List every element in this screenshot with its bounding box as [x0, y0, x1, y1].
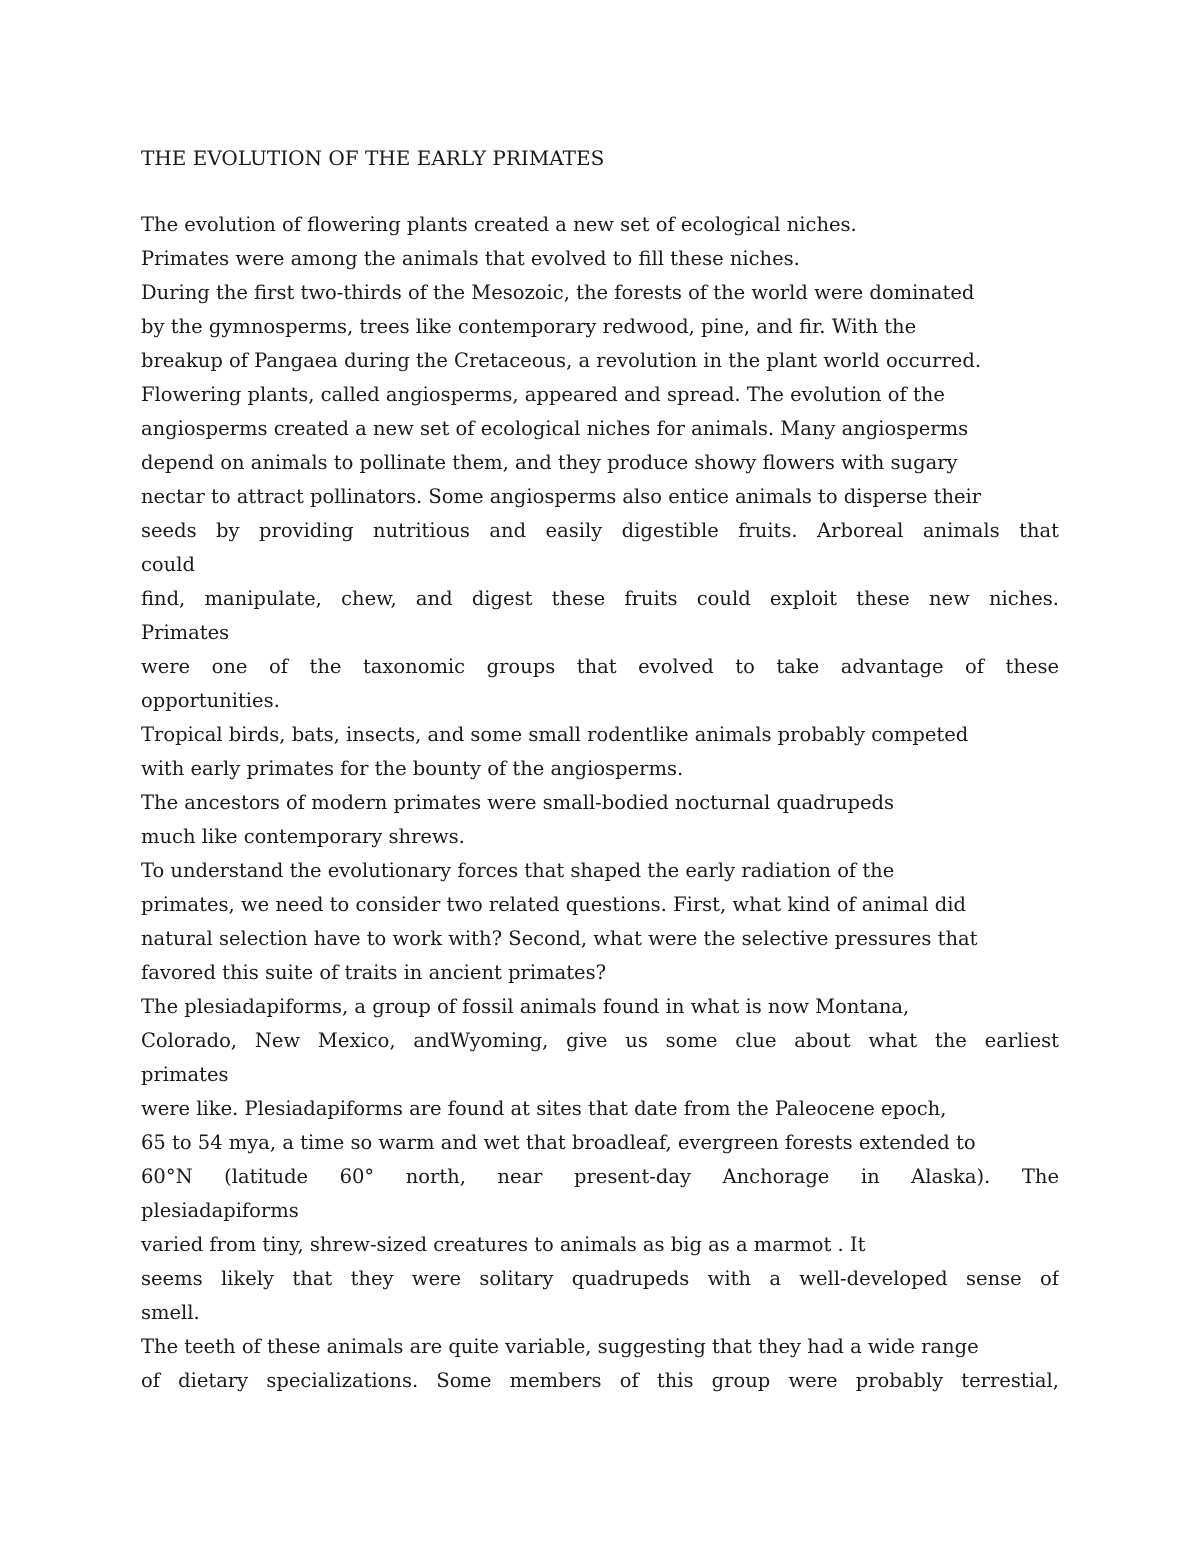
text-line: To understand the evolutionary forces that shaped the early radiation of the: [141, 859, 895, 882]
document-body: [141, 208, 1059, 1398]
text-line: angiosperms created a new set of ecological niches for animals. Many angiosperms: [141, 417, 969, 440]
text-line: primates, we need to consider two related questions. First, what kind of animal did: [141, 893, 966, 916]
text-line: Primates were among the animals that evolved to fill these niches.: [141, 247, 800, 270]
text-line: varied from tiny, shrew-sized creatures to animals as big as a marmot . It: [141, 1233, 866, 1256]
text-line: primates: [141, 1063, 229, 1086]
document-title: THE EVOLUTION OF THE EARLY PRIMATES: [141, 146, 605, 170]
text-line: breakup of Pangaea during the Cretaceous, a revolution in the plant world occurred.: [141, 349, 982, 372]
text-line: with early primates for the bounty of the angiosperms.: [141, 757, 684, 780]
text-line: nectar to attract pollinators. Some angiosperms also entice animals to disperse their: [141, 485, 982, 508]
text-line: seeds by providing nutritious and easily digestible fruits. Arboreal animals that: [141, 519, 1059, 542]
text-line: The plesiadapiforms, a group of fossil animals found in what is now Montana,: [141, 995, 910, 1018]
text-line: Tropical birds, bats, insects, and some small rodentlike animals probably competed: [141, 723, 969, 746]
text-line: plesiadapiforms: [141, 1199, 299, 1222]
text-line: During the first two-thirds of the Mesozoic, the forests of the world were dominated: [141, 281, 975, 304]
text-line: much like contemporary shrews.: [141, 825, 465, 848]
text-line: natural selection have to work with? Second, what were the selective pressures that: [141, 927, 978, 950]
text-line: find, manipulate, chew, and digest these fruits could exploit these new niches.: [141, 587, 1059, 610]
text-line: could: [141, 553, 195, 576]
text-line: opportunities.: [141, 689, 280, 712]
text-line: favored this suite of traits in ancient primates?: [141, 961, 607, 984]
text-line: The teeth of these animals are quite variable, suggesting that they had a wide range: [141, 1335, 979, 1358]
text-line: Flowering plants, called angiosperms, appeared and spread. The evolution of the: [141, 383, 945, 406]
text-line: The evolution of flowering plants created a new set of ecological niches.: [141, 213, 857, 236]
text-line: of dietary specializations. Some members of this group were probably terrestial,: [141, 1369, 1059, 1392]
text-line: Primates: [141, 621, 230, 644]
text-line: seems likely that they were solitary quadrupeds with a well-developed sense of: [141, 1267, 1059, 1290]
text-line: by the gymnosperms, trees like contemporary redwood, pine, and fir. With the: [141, 315, 917, 338]
text-line: Colorado, New Mexico, andWyoming, give us some clue about what the earliest: [141, 1029, 1059, 1052]
text-line: were like. Plesiadapiforms are found at sites that date from the Paleocene epoch,: [141, 1097, 947, 1120]
text-line: depend on animals to pollinate them, and they produce showy flowers with sugary: [141, 451, 958, 474]
text-line: 60°N (latitude 60° north, near present-day Anchorage in Alaska). The: [141, 1165, 1059, 1188]
text-line: smell.: [141, 1301, 200, 1324]
text-line: were one of the taxonomic groups that evolved to take advantage of these: [141, 655, 1059, 678]
text-line: The ancestors of modern primates were small-bodied nocturnal quadrupeds: [141, 791, 895, 814]
text-line: 65 to 54 mya, a time so warm and wet that broadleaf, evergreen forests extended to: [141, 1131, 976, 1154]
